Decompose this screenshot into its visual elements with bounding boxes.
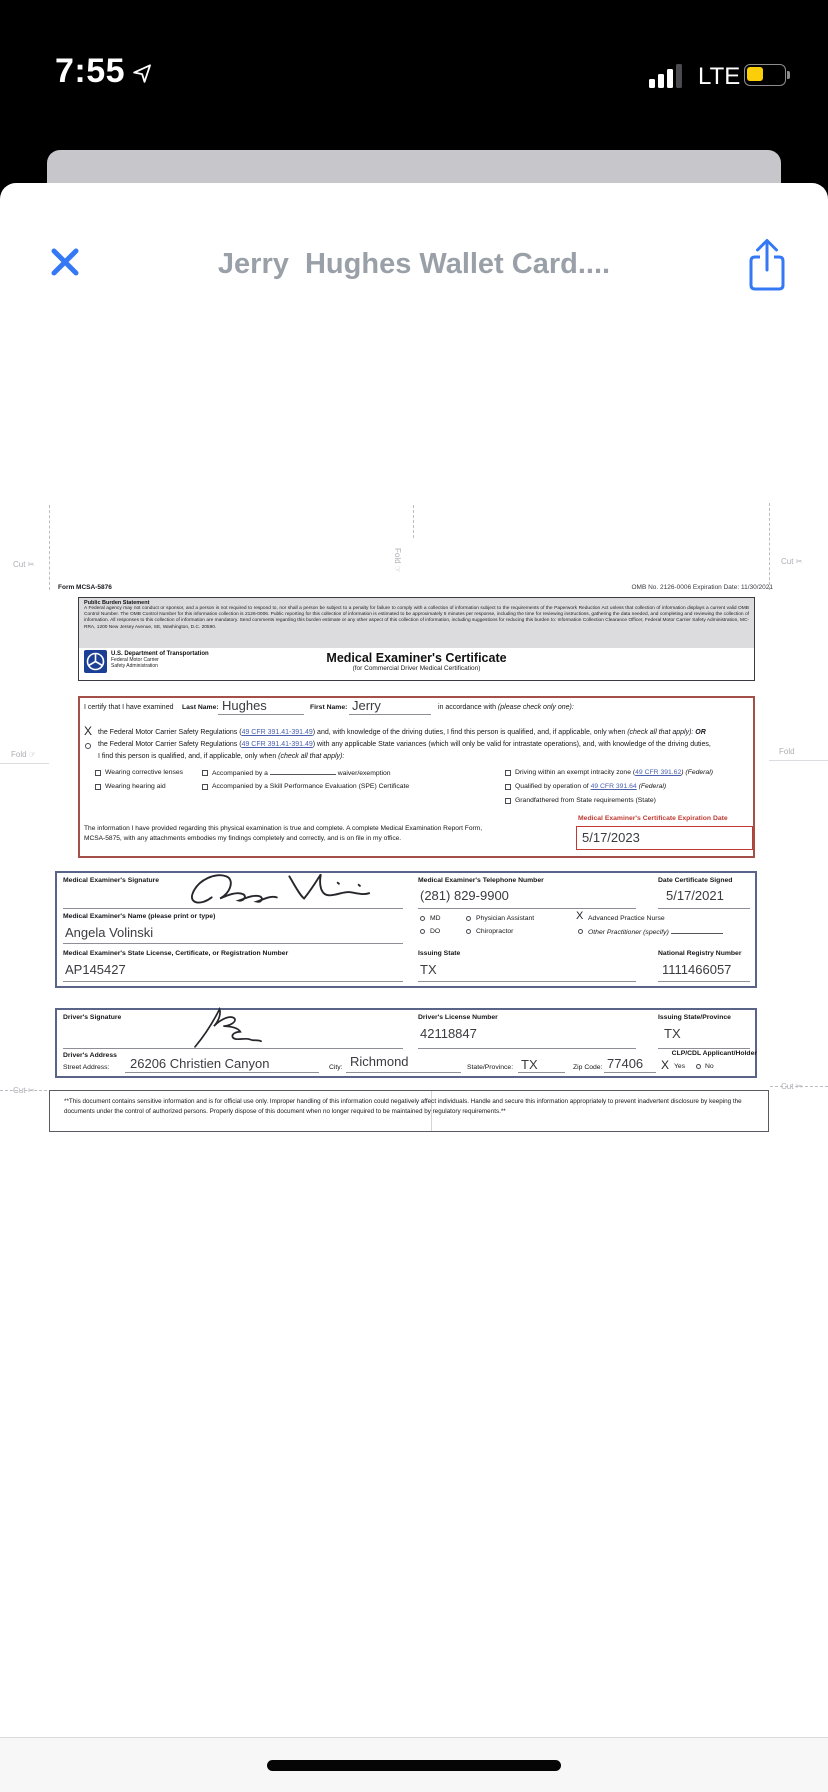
expiration-date-value: 5/17/2023 — [582, 830, 640, 845]
issuing-state-line — [418, 981, 636, 982]
fold-guide-line — [413, 505, 414, 538]
first-name-value: Jerry — [352, 698, 381, 713]
option1-federal-regs: the Federal Motor Carrier Safety Regulations (49 CFR 391.41-391.49) and, with knowledge of the driving duties, I find this person is qualified, and, if applicable, only when (check all that apply): OR — [98, 729, 706, 736]
burden-statement — [79, 598, 754, 648]
certify-intro: I certify that I have examined — [84, 704, 174, 711]
driver-signature-line — [63, 1048, 403, 1049]
grandfathered-label: Grandfathered from State requirements (State) — [515, 797, 656, 804]
home-indicator[interactable] — [267, 1760, 561, 1771]
checkbox-391-64 — [505, 784, 511, 790]
option1-checkmark: X — [84, 724, 93, 738]
state-province-value: TX — [521, 1057, 538, 1072]
last-name-value: Hughes — [222, 698, 267, 713]
me-name-line — [63, 943, 403, 944]
cut-guide-line — [769, 503, 770, 590]
me-license-label: Medical Examiner's State License, Certificate, or Registration Number — [63, 950, 289, 957]
network-type-label: LTE — [698, 63, 741, 90]
battery-tip — [787, 71, 790, 79]
battery-icon — [744, 64, 786, 86]
cut-guide-line — [49, 505, 50, 590]
checkbox-hearing-aid — [95, 784, 101, 790]
scissors-icon: ✂ — [795, 557, 803, 566]
me-phone-value: (281) 829-9900 — [420, 888, 509, 903]
disclaimer-box — [49, 1090, 769, 1132]
physician-assistant-label: Physician Assistant — [476, 915, 535, 922]
share-icon — [745, 236, 789, 294]
cfr-link: 49 CFR 391.62 — [635, 769, 682, 776]
other-practitioner-blank — [671, 928, 723, 934]
cfr-link: 49 CFR 391.64 — [590, 783, 637, 790]
cut-mark-right-bottom: Cut ✂ — [781, 1082, 803, 1091]
me-license-value: AP145427 — [65, 962, 126, 977]
date-signed-label: Date Certificate Signed — [658, 877, 733, 884]
intracity-zone-label: Driving within an exempt intracity zone (49 CFR 391.62) (Federal) — [515, 769, 713, 776]
state-province-label: State/Province: — [467, 1064, 514, 1071]
apn-checkmark: X — [576, 910, 584, 922]
burden-body: A Federal agency may not conduct or sponsor, and a person is not required to respond to, nor shall a person be subject to a penalty for failure to comply with a collection of information subject to the requirements of the Paperwork Reduction Act unless that collection of information displays a current valid OMB Control Number. The OMB Control Number for this information collection is 2126-0006. Public reporting for this collection of information is estimated to be approximately 5 minutes per response, including the time for reviewing instructions, gathering the data needed, and completing and reviewing the collection of information. All responses to this collection of information are mandatory. Send comments regarding this burden estimate or any other aspect of this collection of information, including suggestions for reducing this burden to: Information Collection Clearance Officer, Federal Motor Carrier Safety Administration, MC-RRA, 1200 New Jersey Avenue, SE, Washington, D.C. 20590. — [84, 606, 749, 630]
fold-mark-left: Fold ☞ — [11, 750, 36, 759]
zip-line — [604, 1072, 656, 1073]
street-address-value: 26206 Christien Canyon — [130, 1056, 270, 1071]
me-signature — [180, 868, 405, 910]
registry-value: 1111466057 — [662, 962, 732, 977]
me-signature-line — [63, 908, 403, 909]
street-address-label: Street Address: — [63, 1064, 110, 1071]
radio-chiropractor — [466, 929, 471, 934]
burden-title: Public Burden Statement — [84, 600, 150, 606]
certificate-subtitle: (for Commercial Driver Medical Certification) — [352, 665, 481, 672]
other-practitioner-label: Other Practitioner (specify) — [588, 928, 723, 936]
expiration-date-label: Medical Examiner's Certificate Expiration Date — [578, 815, 728, 822]
status-bar — [0, 0, 828, 150]
scissors-icon: ✂ — [795, 1082, 803, 1091]
checkbox-intracity-zone — [505, 770, 511, 776]
clp-no-label: No — [705, 1063, 714, 1070]
clp-yes-checkmark: X — [661, 1058, 670, 1072]
cut-mark-left-bottom: Cut ✂ — [13, 1086, 35, 1095]
scissors-icon: ✂ — [27, 560, 35, 569]
option2-state-variances: the Federal Motor Carrier Safety Regulations (49 CFR 391.41-391.49) with any applicable State variances (which will only be valid for intrastate operations), and, with knowledge of the driving duties, — [98, 741, 711, 748]
fold-crease-line — [0, 763, 49, 764]
waiver-blank-line — [270, 769, 336, 775]
date-signed-value: 5/17/2021 — [666, 888, 724, 903]
accordance-text: in accordance with (please check only one): — [438, 704, 574, 711]
radio-other-practitioner — [578, 929, 583, 934]
operation-391-64-label: Qualified by operation of 49 CFR 391.64 (Federal) — [515, 783, 667, 790]
driver-signature — [178, 1005, 263, 1051]
driver-license-value: 42118847 — [420, 1026, 477, 1041]
burden-statement-box — [78, 597, 755, 681]
driver-address-label: Driver's Address — [63, 1052, 117, 1059]
me-name-label: Medical Examiner's Name (please print or type) — [63, 913, 216, 920]
examination-statement: The information I have provided regarding this physical examination is true and complete. A complete Medical Examination Report Form, MCSA-5875, with any attachments embodies my findings completely and correctly, and is on file in my office. — [84, 825, 483, 842]
driver-license-line — [418, 1048, 636, 1049]
last-name-line — [218, 714, 304, 715]
share-button[interactable] — [745, 236, 789, 294]
fold-mark-center: Fold ☞ — [393, 548, 402, 573]
disclaimer-text: **This document contains sensitive information and is for official use only. Improper handling of this information could negatively affect individuals. Handle and secure this information appropriately to prevent inadvertent disclosure by keeping the documents under the control of authorized persons. Properly dispose of this document when no longer required to be maintained by regulatory requirements.** — [64, 1098, 742, 1115]
option2-radio — [85, 743, 91, 749]
issuing-state-label: Issuing State — [418, 950, 461, 957]
driver-state-label: Issuing State/Province — [658, 1014, 731, 1021]
cut-mark-left-top: Cut ✂ — [13, 560, 35, 569]
clp-cdl-label: CLP/CDL Applicant/Holder — [671, 1050, 757, 1057]
form-number: Form MCSA-5876 — [58, 584, 112, 591]
city-value: Richmond — [350, 1054, 409, 1069]
agency-name: U.S. Department of Transportation Federal Motor Carrier Safety Administration — [111, 651, 209, 669]
option2-continued: I find this person is qualified, and, if applicable, only when (check all that apply): — [98, 753, 345, 760]
document-title: Jerry Hughes Wallet Card.... — [217, 248, 611, 280]
me-signature-label: Medical Examiner's Signature — [63, 877, 160, 884]
do-label: DO — [430, 928, 441, 935]
md-label: MD — [430, 915, 441, 922]
fold-mark-right: Fold — [779, 747, 795, 756]
issuing-state-value: TX — [420, 962, 437, 977]
registry-line — [658, 981, 750, 982]
cut-mark-right-top: Cut ✂ — [781, 557, 803, 566]
cfr-link: 49 CFR 391.41-391.49 — [241, 729, 313, 736]
state-province-line — [518, 1072, 565, 1073]
checkbox-waiver — [202, 770, 208, 776]
waiver-label: Accompanied by a waiver/exemption — [212, 770, 391, 777]
registry-label: National Registry Number — [658, 950, 742, 957]
radio-physician-assistant — [466, 916, 471, 921]
cfr-link: 49 CFR 391.41-391.49 — [241, 741, 313, 748]
me-phone-label: Medical Examiner's Telephone Number — [418, 877, 544, 884]
checkbox-corrective-lenses — [95, 770, 101, 776]
me-license-line — [63, 981, 403, 982]
me-name-value: Angela Volinski — [65, 925, 154, 940]
me-phone-line — [418, 908, 636, 909]
driver-state-line — [658, 1048, 750, 1049]
driver-license-label: Driver's License Number — [418, 1014, 498, 1021]
city-label: City: — [329, 1064, 343, 1071]
certificate-title: Medical Examiner's Certificate — [326, 651, 507, 665]
fold-crease-line — [769, 760, 828, 761]
certificate-heading — [79, 651, 754, 672]
zip-label: Zip Code: — [573, 1064, 603, 1071]
date-signed-line — [658, 908, 750, 909]
battery-fill — [747, 67, 763, 81]
cellular-signal-icon — [649, 62, 687, 90]
chiropractor-label: Chiropractor — [476, 928, 514, 935]
checkbox-spe — [202, 784, 208, 790]
radio-md — [420, 916, 425, 921]
location-services-icon — [132, 60, 156, 84]
first-name-line — [349, 714, 431, 715]
advanced-practice-nurse-label: Advanced Practice Nurse — [588, 915, 665, 922]
hearing-aid-label: Wearing hearing aid — [105, 783, 166, 790]
cut-guide-line — [770, 1086, 828, 1087]
clp-yes-label: Yes — [674, 1063, 686, 1070]
street-address-line — [125, 1072, 319, 1073]
driver-signature-label: Driver's Signature — [63, 1014, 122, 1021]
clp-no-radio — [696, 1064, 701, 1069]
status-time: 7:55 — [55, 52, 126, 90]
cut-guide-line — [0, 1090, 47, 1091]
first-name-label: First Name: — [310, 704, 348, 711]
zip-value: 77406 — [607, 1056, 644, 1071]
checkbox-grandfathered — [505, 798, 511, 804]
last-name-label: Last Name: — [182, 704, 219, 711]
driver-state-value: TX — [664, 1026, 681, 1041]
omb-number: OMB No. 2126-0006 Expiration Date: 11/30/2021 — [631, 584, 773, 591]
spe-label: Accompanied by a Skill Performance Evaluation (SPE) Certificate — [212, 783, 410, 790]
scissors-icon: ✂ — [27, 1086, 35, 1095]
city-line — [346, 1072, 461, 1073]
radio-do — [420, 929, 425, 934]
corrective-lenses-label: Wearing corrective lenses — [105, 769, 184, 776]
